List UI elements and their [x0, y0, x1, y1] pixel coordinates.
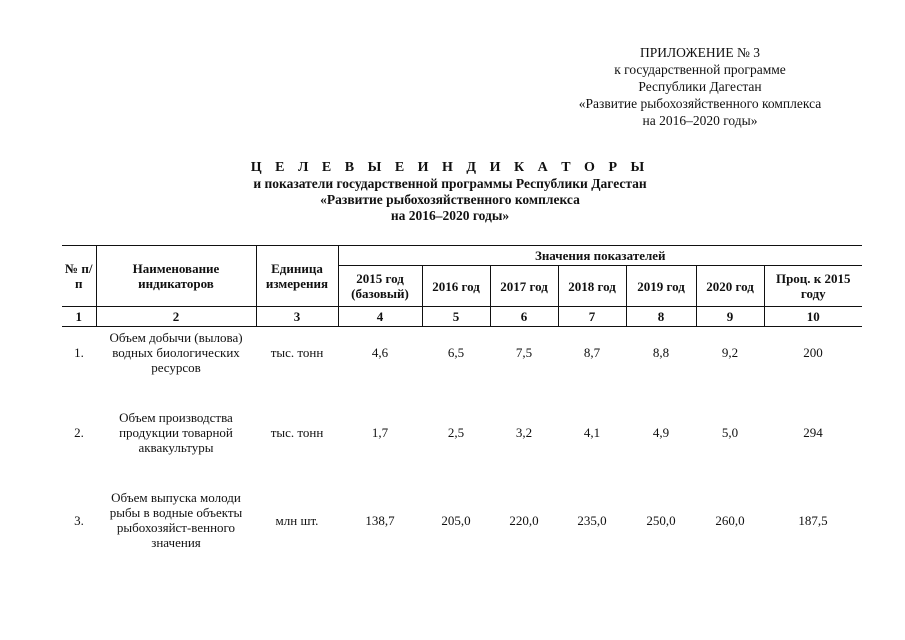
value-2019: 250,0 [646, 512, 676, 528]
col-number: 1 [62, 307, 96, 327]
col-number: 7 [558, 307, 626, 327]
indicator-name: Объем добычи (вылова) водных биологических ресурсов [109, 330, 243, 375]
header-2019: 2019 год [626, 266, 696, 307]
value-2015: 4,6 [371, 345, 389, 360]
appendix-line-3: Республики Дагестан [638, 79, 762, 94]
header-values-group: Значения показателей [338, 246, 862, 266]
col-number: 4 [338, 307, 422, 327]
title-line-1: Ц Е Л Е В Ы Е И Н Д И К А Т О Р Ы [250, 160, 650, 175]
col-number: 9 [696, 307, 764, 327]
appendix-header [540, 44, 860, 129]
header-row-1 [62, 246, 862, 266]
row-number: 3. [74, 512, 84, 528]
appendix-line-2: к государственной программе [614, 62, 786, 77]
spacer-cell [62, 457, 862, 487]
header-pct: Проц. к 2015 году [764, 266, 862, 307]
header-2018: 2018 год [558, 266, 626, 307]
value-2017: 7,5 [515, 345, 533, 360]
indicator-name: Объем производства продукции товарной аквакультуры [119, 410, 233, 455]
title-line-2: и показатели государственной программы Республики Дагестан [253, 176, 647, 191]
value-2016: 6,5 [447, 345, 465, 360]
header-2015: 2015 год (базовый) [338, 266, 422, 307]
indicator-name: Объем выпуска молоди рыбы в водные объекты рыбохозяйст-венного значения [109, 490, 243, 550]
column-number-row [62, 307, 862, 327]
unit-cell: тыс. тонн [270, 425, 324, 440]
value-2015: 1,7 [371, 425, 389, 440]
col-number: 3 [256, 307, 338, 327]
col-number: 8 [626, 307, 696, 327]
value-2015: 138,7 [365, 512, 395, 528]
col-number: 6 [490, 307, 558, 327]
table-row [62, 327, 862, 378]
row-spacer [62, 457, 862, 487]
header-2020: 2020 год [696, 266, 764, 307]
document-title [150, 160, 750, 224]
value-2017: 220,0 [509, 512, 539, 528]
unit-cell: млн шт. [275, 512, 319, 528]
value-pct: 200 [803, 345, 823, 360]
value-2016: 2,5 [447, 425, 465, 440]
value-2018: 235,0 [577, 512, 607, 528]
header-2016: 2016 год [422, 266, 490, 307]
value-2019: 8,8 [652, 345, 670, 360]
title-line-4: на 2016–2020 годы» [390, 208, 510, 223]
value-2018: 8,7 [583, 345, 601, 360]
spacer-cell [62, 377, 862, 407]
header-unit: Единица измерения [256, 246, 338, 307]
appendix-line-1: ПРИЛОЖЕНИЕ № 3 [639, 45, 761, 60]
col-number: 10 [764, 307, 862, 327]
value-2017: 3,2 [515, 425, 533, 440]
table-row [62, 407, 862, 457]
value-pct: 187,5 [798, 512, 828, 528]
value-2020: 9,2 [721, 345, 739, 360]
row-spacer [62, 377, 862, 407]
value-2018: 4,1 [583, 425, 601, 440]
value-2020: 5,0 [721, 425, 739, 440]
header-num: № п/п [62, 246, 96, 307]
indicators-table [62, 245, 862, 552]
title-line-3: «Развитие рыбохозяйственного комплекса [320, 192, 580, 207]
col-number: 5 [422, 307, 490, 327]
appendix-line-4: «Развитие рыбохозяйственного комплекса [578, 96, 822, 111]
row-number: 1. [74, 345, 84, 360]
value-2019: 4,9 [652, 425, 670, 440]
value-pct: 294 [803, 425, 823, 440]
header-2017: 2017 год [490, 266, 558, 307]
table-row [62, 487, 862, 552]
appendix-line-5: на 2016–2020 годы» [642, 113, 758, 128]
unit-cell: тыс. тонн [270, 345, 324, 360]
header-name: Наименование индикаторов [96, 246, 256, 307]
value-2020: 260,0 [715, 512, 745, 528]
value-2016: 205,0 [441, 512, 471, 528]
col-number: 2 [96, 307, 256, 327]
row-number: 2. [74, 425, 84, 440]
